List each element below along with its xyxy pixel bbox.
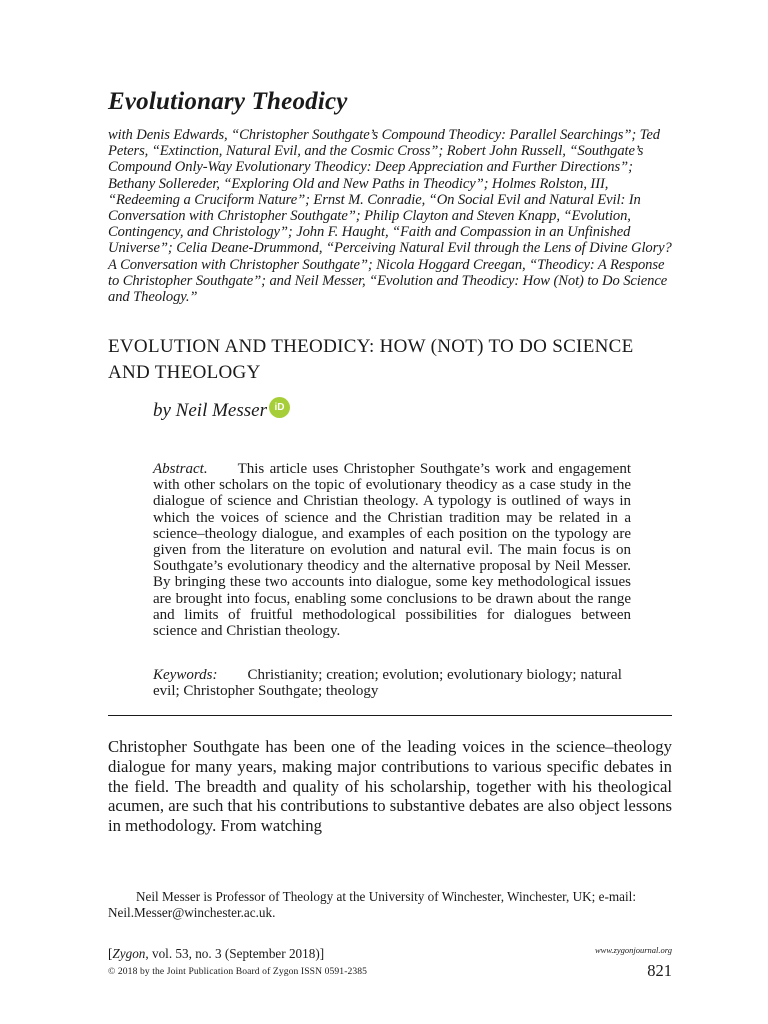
author-name: by Neil Messer (153, 400, 267, 421)
keywords-label: Keywords: (153, 667, 218, 683)
journal-citation (108, 946, 324, 962)
page-number: 821 (647, 961, 672, 980)
citation-open: [ (108, 946, 113, 961)
section-title: Evolutionary Theodicy (108, 88, 348, 115)
body-paragraph: Christopher Southgate has been one of the leading voices in the science–theology dialogue for many years, making major contributions to various specific debates in the field. The breadth and quality of his scholarship, together with his theological acumen, are such that his contributions to substantive debates are also object lessons in methodology. From watching (108, 737, 672, 836)
copyright-notice: © 2018 by the Joint Publication Board of Zygon ISSN 0591-2385 (108, 966, 368, 977)
article-title: EVOLUTION AND THEODICY: HOW (NOT) TO DO SCIENCE AND THEOLOGY (108, 336, 634, 383)
abstract-label: Abstract. (153, 461, 208, 477)
journal-website[interactable]: www.zygonjournal.org (595, 945, 672, 955)
orcid-icon[interactable]: iD (269, 397, 290, 418)
keywords (153, 667, 631, 699)
section-divider (108, 715, 672, 716)
contributors-list: with Denis Edwards, “Christopher Southgate’s Compound Theodicy: Parallel Searchings”; Ted Peters, “Extinction, Natural Evil, and the Cosmic Cross”; Robert John Russell, “Southgate’s Compound Only-Way Evolutionary Theodicy: Deep Appreciation and Further Directions”; Bethany Sollereder, “Exploring Old and New Paths in Theodicy”; Holmes Rolston, III, “Redeeming a Cruciform Nature”; Ernst M. Conradie, “On Social Evil and Natural Evil: In Conversation with Christopher Southgate”; Philip Clayton and Steven Knapp, “Evolution, Contingency, and Christology”; John F. Haught, “Faith and Compassion in an Unfinished Universe”; Celia Deane-Drummond, “Perceiving Natural Evil through the Lens of Divine Glory? A Conversation with Christopher Southgate”; Nicola Hoggard Creegan, “Theodicy: A Response to Christopher Southgate”; and Neil Messer, “Evolution and Theodicy: How (Not) to Do Science and Theology.” (108, 127, 672, 306)
citation-details: , vol. 53, no. 3 (September 2018)] (145, 946, 325, 961)
keywords-text: Christianity; creation; evolution; evolutionary biology; natural evil; Christopher Southgate; theology (153, 667, 622, 700)
author-footnote: Neil Messer is Professor of Theology at the University of Winchester, Winchester, UK; e-mail: Neil.Messer@winchester.ac.uk. (108, 889, 636, 920)
abstract (153, 461, 631, 639)
byline (153, 400, 290, 422)
citation-journal: Zygon (112, 946, 146, 961)
abstract-text: This article uses Christopher Southgate’s work and engagement with other scholars on the topic of evolutionary theodicy as a case study in the dialogue of science and Christian theology. A typology is outlined of ways in which the voices of science and the Christian tradition may be related in a science–theology dialogue, and examples of each position on the typology are given from the literature on evolution and natural evil. The main focus is on Southgate’s evolutionary theodicy and the alternative proposal by Neil Messer. By bringing these two accounts into dialogue, some key methodological issues are brought into focus, enabling some conclusions to be drawn about the range and limits of fruitful methodological possibilities for dialogues between science and Christian theology. (153, 461, 631, 640)
